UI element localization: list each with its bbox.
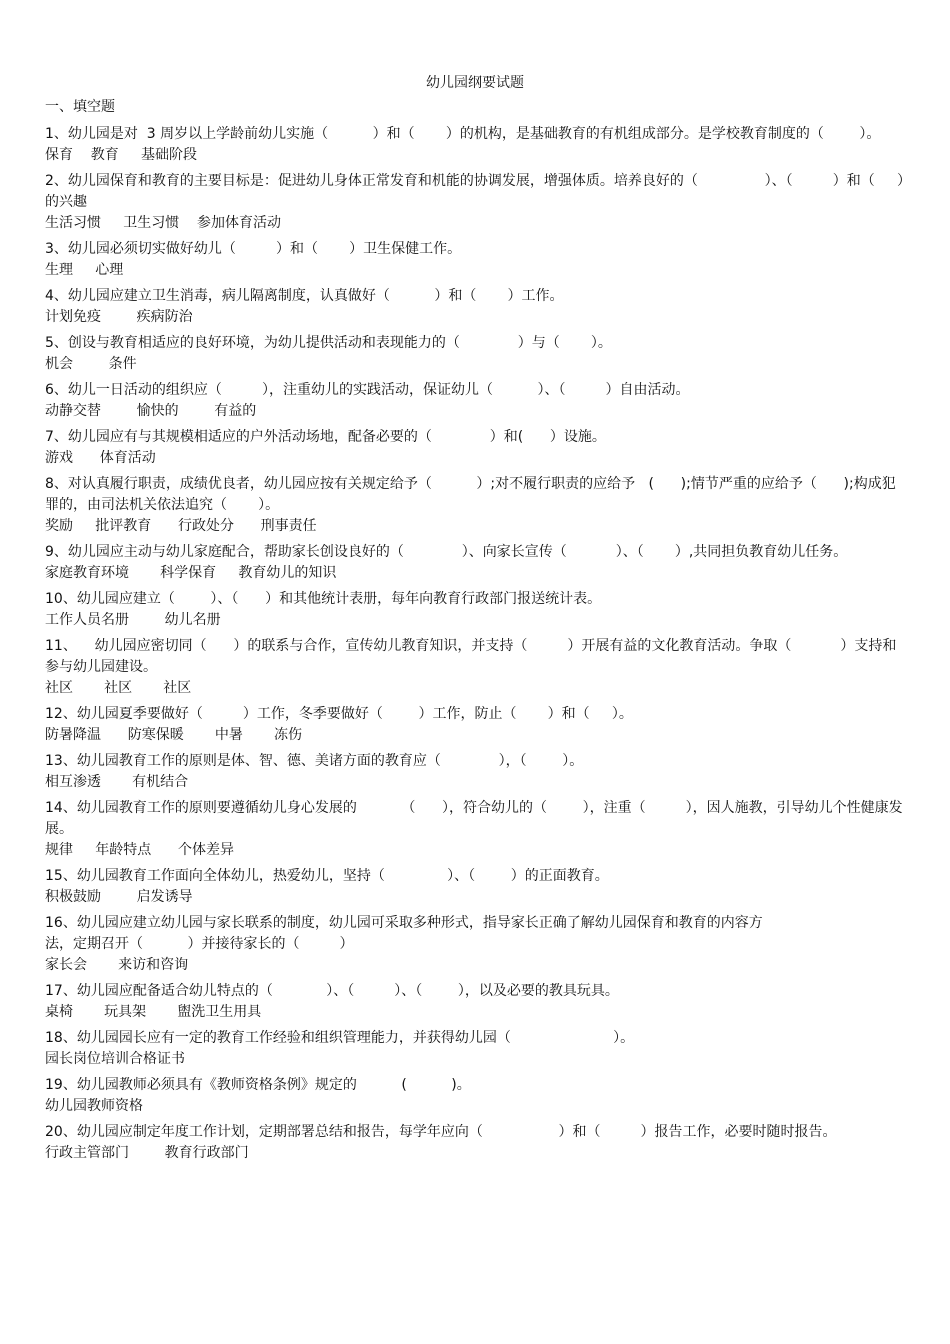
question-text: 8、对认真履行职责，成绩优良者，幼儿园应按有关规定给予（ ）;对不履行职责的应给予 ( );情节严重的应给予（ );构成犯罪的，由司法机关依法追究（ ）。 bbox=[45, 476, 896, 513]
question-text: 16、幼儿园应建立幼儿园与家长联系的制度，幼儿园可采取多种形式，指导家长正确了解幼儿园保育和教育的内容方 法，定期召开（ ）并接待家长的（ ） bbox=[45, 915, 763, 952]
answer-text: 规律 年龄特点 个体差异 bbox=[45, 842, 234, 858]
question-text: 17、幼儿园应配备适合幼儿特点的（ ）、（ ）、（ ），以及必要的教具玩具。 bbox=[45, 983, 619, 999]
document-title: 幼儿园纲要试题 bbox=[426, 75, 524, 91]
question-item bbox=[45, 913, 905, 976]
question-item bbox=[45, 1122, 905, 1164]
question-item bbox=[45, 542, 905, 584]
question-text: 7、幼儿园应有与其规模相适应的户外活动场地，配备必要的（ ）和( ）设施。 bbox=[45, 429, 606, 445]
question-item bbox=[45, 704, 905, 746]
answer-text: 相互渗透 有机结合 bbox=[45, 774, 189, 790]
question-item bbox=[45, 636, 905, 699]
answer-text: 家庭教育环境 科学保育 教育幼儿的知识 bbox=[45, 565, 337, 581]
question-item bbox=[45, 589, 905, 631]
question-text: 10、幼儿园应建立（ ）、（ ）和其他统计表册，每年向教育行政部门报送统计表。 bbox=[45, 591, 602, 607]
question-item bbox=[45, 333, 905, 375]
question-text: 19、幼儿园教师必须具有《教师资格条例》规定的 ( )。 bbox=[45, 1077, 471, 1093]
question-item bbox=[45, 239, 905, 281]
question-text: 4、幼儿园应建立卫生消毒，病儿隔离制度，认真做好（ ）和（ ）工作。 bbox=[45, 288, 564, 304]
answer-text: 幼儿园教师资格 bbox=[45, 1098, 143, 1114]
answer-text: 保育 教育 基础阶段 bbox=[45, 147, 198, 163]
question-item bbox=[45, 751, 905, 793]
question-text: 14、幼儿园教育工作的原则要遵循幼儿身心发展的 （ ），符合幼儿的（ ），注重（ ），因人施教，引导幼儿个性健康发展。 bbox=[45, 800, 903, 837]
answer-text: 工作人员名册 幼儿名册 bbox=[45, 612, 221, 628]
section-heading: 一、填空题 bbox=[45, 99, 115, 115]
question-text: 9、幼儿园应主动与幼儿家庭配合，帮助家长创设良好的（ ）、向家长宣传（ ）、（ ）,共同担负教育幼儿任务。 bbox=[45, 544, 848, 560]
question-item bbox=[45, 474, 905, 537]
answer-text: 家长会 来访和咨询 bbox=[45, 957, 189, 973]
question-item bbox=[45, 1075, 905, 1117]
answer-text: 防暑降温 防寒保暖 中暑 冻伤 bbox=[45, 727, 303, 743]
answer-text: 游戏 体育活动 bbox=[45, 450, 156, 466]
answer-text: 计划免疫 疾病防治 bbox=[45, 309, 193, 325]
question-item bbox=[45, 798, 905, 861]
answer-text: 动静交替 愉快的 有益的 bbox=[45, 403, 257, 419]
question-text: 18、幼儿园园长应有一定的教育工作经验和组织管理能力，并获得幼儿园（ ）。 bbox=[45, 1030, 635, 1046]
answer-text: 社区 社区 社区 bbox=[45, 680, 192, 696]
answer-text: 生活习惯 卫生习惯 参加体育活动 bbox=[45, 215, 282, 231]
answer-text: 园长岗位培训合格证书 bbox=[45, 1051, 185, 1067]
question-text: 15、幼儿园教育工作面向全体幼儿，热爱幼儿，坚持（ ）、（ ）的正面教育。 bbox=[45, 868, 609, 884]
question-text: 2、幼儿园保育和教育的主要目标是：促进幼儿身体正常发育和机能的协调发展，增强体质。培养良好的（ ）、（ ）和（ ）的兴趣 bbox=[45, 173, 904, 210]
question-text: 5、创设与教育相适应的良好环境，为幼儿提供活动和表现能力的（ ）与（ ）。 bbox=[45, 335, 612, 351]
answer-text: 奖励 批评教育 行政处分 刑事责任 bbox=[45, 518, 317, 534]
question-item bbox=[45, 171, 905, 234]
question-text: 1、幼儿园是对 3 周岁以上学龄前幼儿实施（ ）和（ ）的机构，是基础教育的有机组成部分。是学校教育制度的（ ）。 bbox=[45, 126, 881, 142]
question-text: 6、幼儿一日活动的组织应（ ），注重幼儿的实践活动，保证幼儿（ ）、（ ）自由活动。 bbox=[45, 382, 690, 398]
question-text: 13、幼儿园教育工作的原则是体、智、德、美诸方面的教育应（ ），（ ）。 bbox=[45, 753, 584, 769]
answer-text: 积极鼓励 启发诱导 bbox=[45, 889, 193, 905]
question-item bbox=[45, 427, 905, 469]
question-text: 3、幼儿园必须切实做好幼儿（ ）和（ ）卫生保健工作。 bbox=[45, 241, 462, 257]
question-item bbox=[45, 286, 905, 328]
answer-text: 生理 心理 bbox=[45, 262, 124, 278]
question-text: 11、 幼儿园应密切同（ ）的联系与合作，宣传幼儿教育知识，并支持（ ）开展有益的文化教育活动。争取（ ）支持和参与幼儿园建设。 bbox=[45, 638, 897, 675]
answer-text: 机会 条件 bbox=[45, 356, 137, 372]
answer-text: 行政主管部门 教育行政部门 bbox=[45, 1145, 249, 1161]
question-item bbox=[45, 380, 905, 422]
question-text: 20、幼儿园应制定年度工作计划，定期部署总结和报告，每学年应向（ ）和（ ）报告工作，必要时随时报告。 bbox=[45, 1124, 837, 1140]
question-list bbox=[45, 124, 905, 1169]
question-item bbox=[45, 866, 905, 908]
question-item bbox=[45, 124, 905, 166]
question-text: 12、幼儿园夏季要做好（ ）工作，冬季要做好（ ）工作，防止（ ）和（ ）。 bbox=[45, 706, 633, 722]
question-item bbox=[45, 981, 905, 1023]
answer-text: 桌椅 玩具架 盥洗卫生用具 bbox=[45, 1004, 262, 1020]
question-item bbox=[45, 1028, 905, 1070]
